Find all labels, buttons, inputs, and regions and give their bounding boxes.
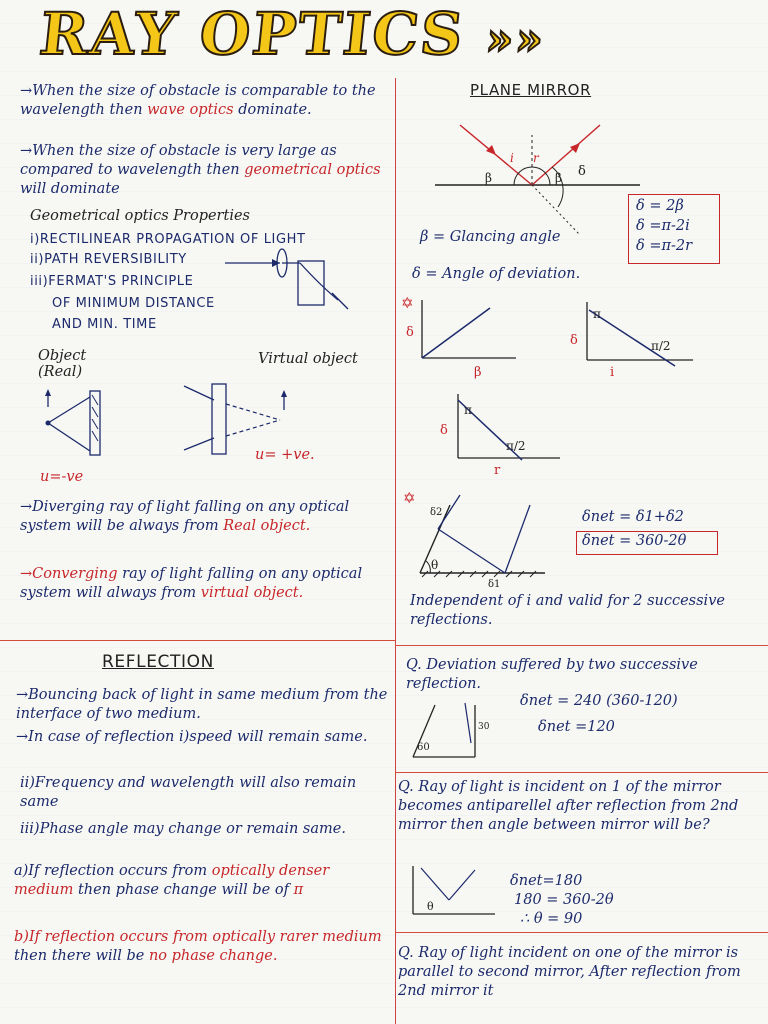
real-object-label-1: Object	[38, 348, 87, 364]
question-3: Q. Ray of light incident on one of the mirror is parallel to second mirror, After reflection from 2nd mirror it	[398, 945, 741, 999]
vertical-divider	[395, 78, 396, 1024]
intro-end-2: will dominate	[20, 181, 120, 197]
real-object-label-2: (Real)	[38, 364, 83, 380]
real-object-diagram	[36, 385, 126, 465]
reflection-p5a-pi: π	[293, 882, 304, 898]
title-text: RAY OPTICS	[36, 0, 468, 68]
q2-answer-2: 180 = 360-2θ	[514, 892, 614, 908]
path-reversibility-diagram	[220, 245, 370, 325]
question-1: Q. Deviation suffered by two successive reflection.	[406, 657, 698, 692]
two-mirror-d2-label: δ2	[430, 507, 443, 518]
beta-left-label: β	[485, 171, 492, 185]
reflection-p2a: →In case of reflection	[16, 729, 175, 745]
two-mirror-d1-label: δ1	[488, 579, 501, 590]
svg-text:✡: ✡	[401, 294, 414, 312]
converging-text: ray of light falling on any optical system will always from	[20, 566, 363, 601]
relation-3: δ =π-2r	[636, 238, 693, 254]
reflection-p3: ii)Frequency and wavelength will also remain same	[20, 775, 357, 810]
beta-definition: β = Glancing angle	[420, 229, 561, 245]
reflection-p5b-red1: b)If reflection occurs from	[14, 929, 208, 945]
graph-delta-vs-r	[432, 390, 572, 480]
intro-end-1: dominate.	[238, 102, 312, 118]
reflection-p5a-red: optically denser medium	[14, 863, 330, 898]
q1-angle-60: 60	[417, 742, 430, 753]
intro-paragraph-1	[20, 82, 380, 120]
angle-i-label: i	[510, 151, 514, 165]
independent-note: Independent of i and valid for 2 successive reflections.	[410, 593, 725, 628]
delta-label: δ	[578, 164, 586, 179]
reflection-p5a	[14, 862, 384, 900]
beta-right-label: β	[555, 171, 562, 185]
delta-definition: δ = Angle of deviation.	[412, 266, 581, 282]
plane-mirror-heading: PLANE MIRROR	[470, 81, 592, 99]
graph3-x-label: r	[494, 463, 501, 478]
diverging-paragraph	[20, 498, 385, 536]
intro-red-1: wave optics	[147, 102, 234, 118]
converging-paragraph	[20, 565, 385, 603]
right-divider-3	[395, 932, 768, 933]
graph1-y-label: δ	[406, 325, 414, 340]
graph2-x-label: i	[610, 365, 615, 380]
diverging-text: →Diverging ray of light falling on any optical system will be always from	[20, 499, 350, 534]
page-title	[36, 0, 549, 68]
left-divider-1	[0, 640, 395, 641]
prop-reversibility: ii)PATH REVERSIBILITY	[30, 252, 187, 267]
prop-rectilinear: i)RECTILINEAR PROPAGATION OF LIGHT	[30, 232, 306, 247]
reflection-p4: iii)Phase angle may change or remain same.	[20, 821, 346, 837]
reflection-p5b-end: no phase change.	[148, 948, 278, 964]
right-divider-1	[395, 645, 768, 646]
u-positive: u= +ve.	[255, 447, 315, 463]
relation-2: δ =π-2i	[636, 218, 690, 234]
q1-answer-2: δnet =120	[538, 719, 615, 735]
q2-theta-label: θ	[427, 900, 434, 913]
intro-text-1: →When the size of obstacle is comparable to the wavelength then	[20, 83, 376, 118]
u-negative: u=-ve	[40, 469, 84, 485]
graph3-y-label: δ	[440, 423, 448, 438]
q1-answer-1: δnet = 240 (360-120)	[520, 693, 678, 709]
real-object-label	[38, 348, 86, 380]
two-mirror-theta-label: θ	[431, 558, 439, 572]
snet-relation-2: δnet = 360-2θ	[582, 533, 687, 549]
graph2-y-label: δ	[570, 333, 578, 348]
reflection-p2	[16, 728, 386, 747]
graph3-top-label: π	[464, 403, 472, 417]
converging-red-2: virtual object.	[200, 585, 304, 601]
prop-fermat-3: AND MIN. TIME	[52, 317, 157, 332]
prop-fermat-2: OF MINIMUM DISTANCE	[52, 296, 215, 311]
q1-angle-30: 30	[478, 722, 490, 732]
diverging-red: Real object.	[223, 518, 311, 534]
graph-delta-vs-beta	[398, 290, 528, 380]
intro-text-2: →When the size of obstacle is very large as compared to wavelength then	[20, 143, 337, 178]
reflection-heading: REFLECTION	[102, 652, 214, 672]
reflection-p5a-text: a)If reflection occurs from	[14, 863, 208, 879]
q2-answer-1: δnet=180	[510, 873, 583, 889]
intro-red-2: geometrical optics	[244, 162, 381, 178]
graph3-right-label: π/2	[506, 439, 526, 453]
reflection-p1: →Bouncing back of light in same medium from the interface of two medium.	[16, 687, 388, 722]
angle-r-label: r	[533, 151, 539, 165]
graph-delta-vs-i	[565, 296, 705, 386]
virtual-object-label: Virtual object	[258, 351, 358, 367]
reflection-p2b: i)speed will remain same.	[178, 729, 368, 745]
question-2: Q. Ray of light is incident on 1 of the mirror becomes antiparellel after reflection from 2nd mirror then angle between mirror will be?	[398, 779, 739, 833]
reflection-p5b-red2: optically rarer medium	[212, 929, 382, 945]
graph2-right-label: π/2	[651, 339, 671, 353]
reflection-p5a-end: then phase change will be of	[77, 882, 289, 898]
q2-answer-3: ∴ θ = 90	[520, 911, 583, 927]
reflection-p5b	[14, 928, 384, 966]
graph1-x-label: β	[474, 365, 482, 380]
props-heading: Geometrical optics Properties	[30, 208, 250, 224]
snet-relation-1: δnet = δ1+δ2	[582, 509, 684, 525]
reflection-p5b-blue: then there will be	[14, 948, 145, 964]
q1-diagram	[405, 695, 505, 765]
title-arrows: »»	[483, 14, 548, 65]
graph2-top-label: π	[593, 307, 601, 321]
converging-red: →Converging	[20, 566, 118, 582]
q2-diagram	[405, 860, 505, 920]
two-mirror-diagram	[400, 485, 560, 595]
prop-fermat: iii)FERMAT'S PRINCIPLE	[30, 274, 194, 289]
svg-text:✡: ✡	[403, 489, 416, 507]
intro-paragraph-2	[20, 142, 385, 199]
right-divider-2	[395, 772, 768, 773]
relation-1: δ = 2β	[636, 198, 684, 214]
